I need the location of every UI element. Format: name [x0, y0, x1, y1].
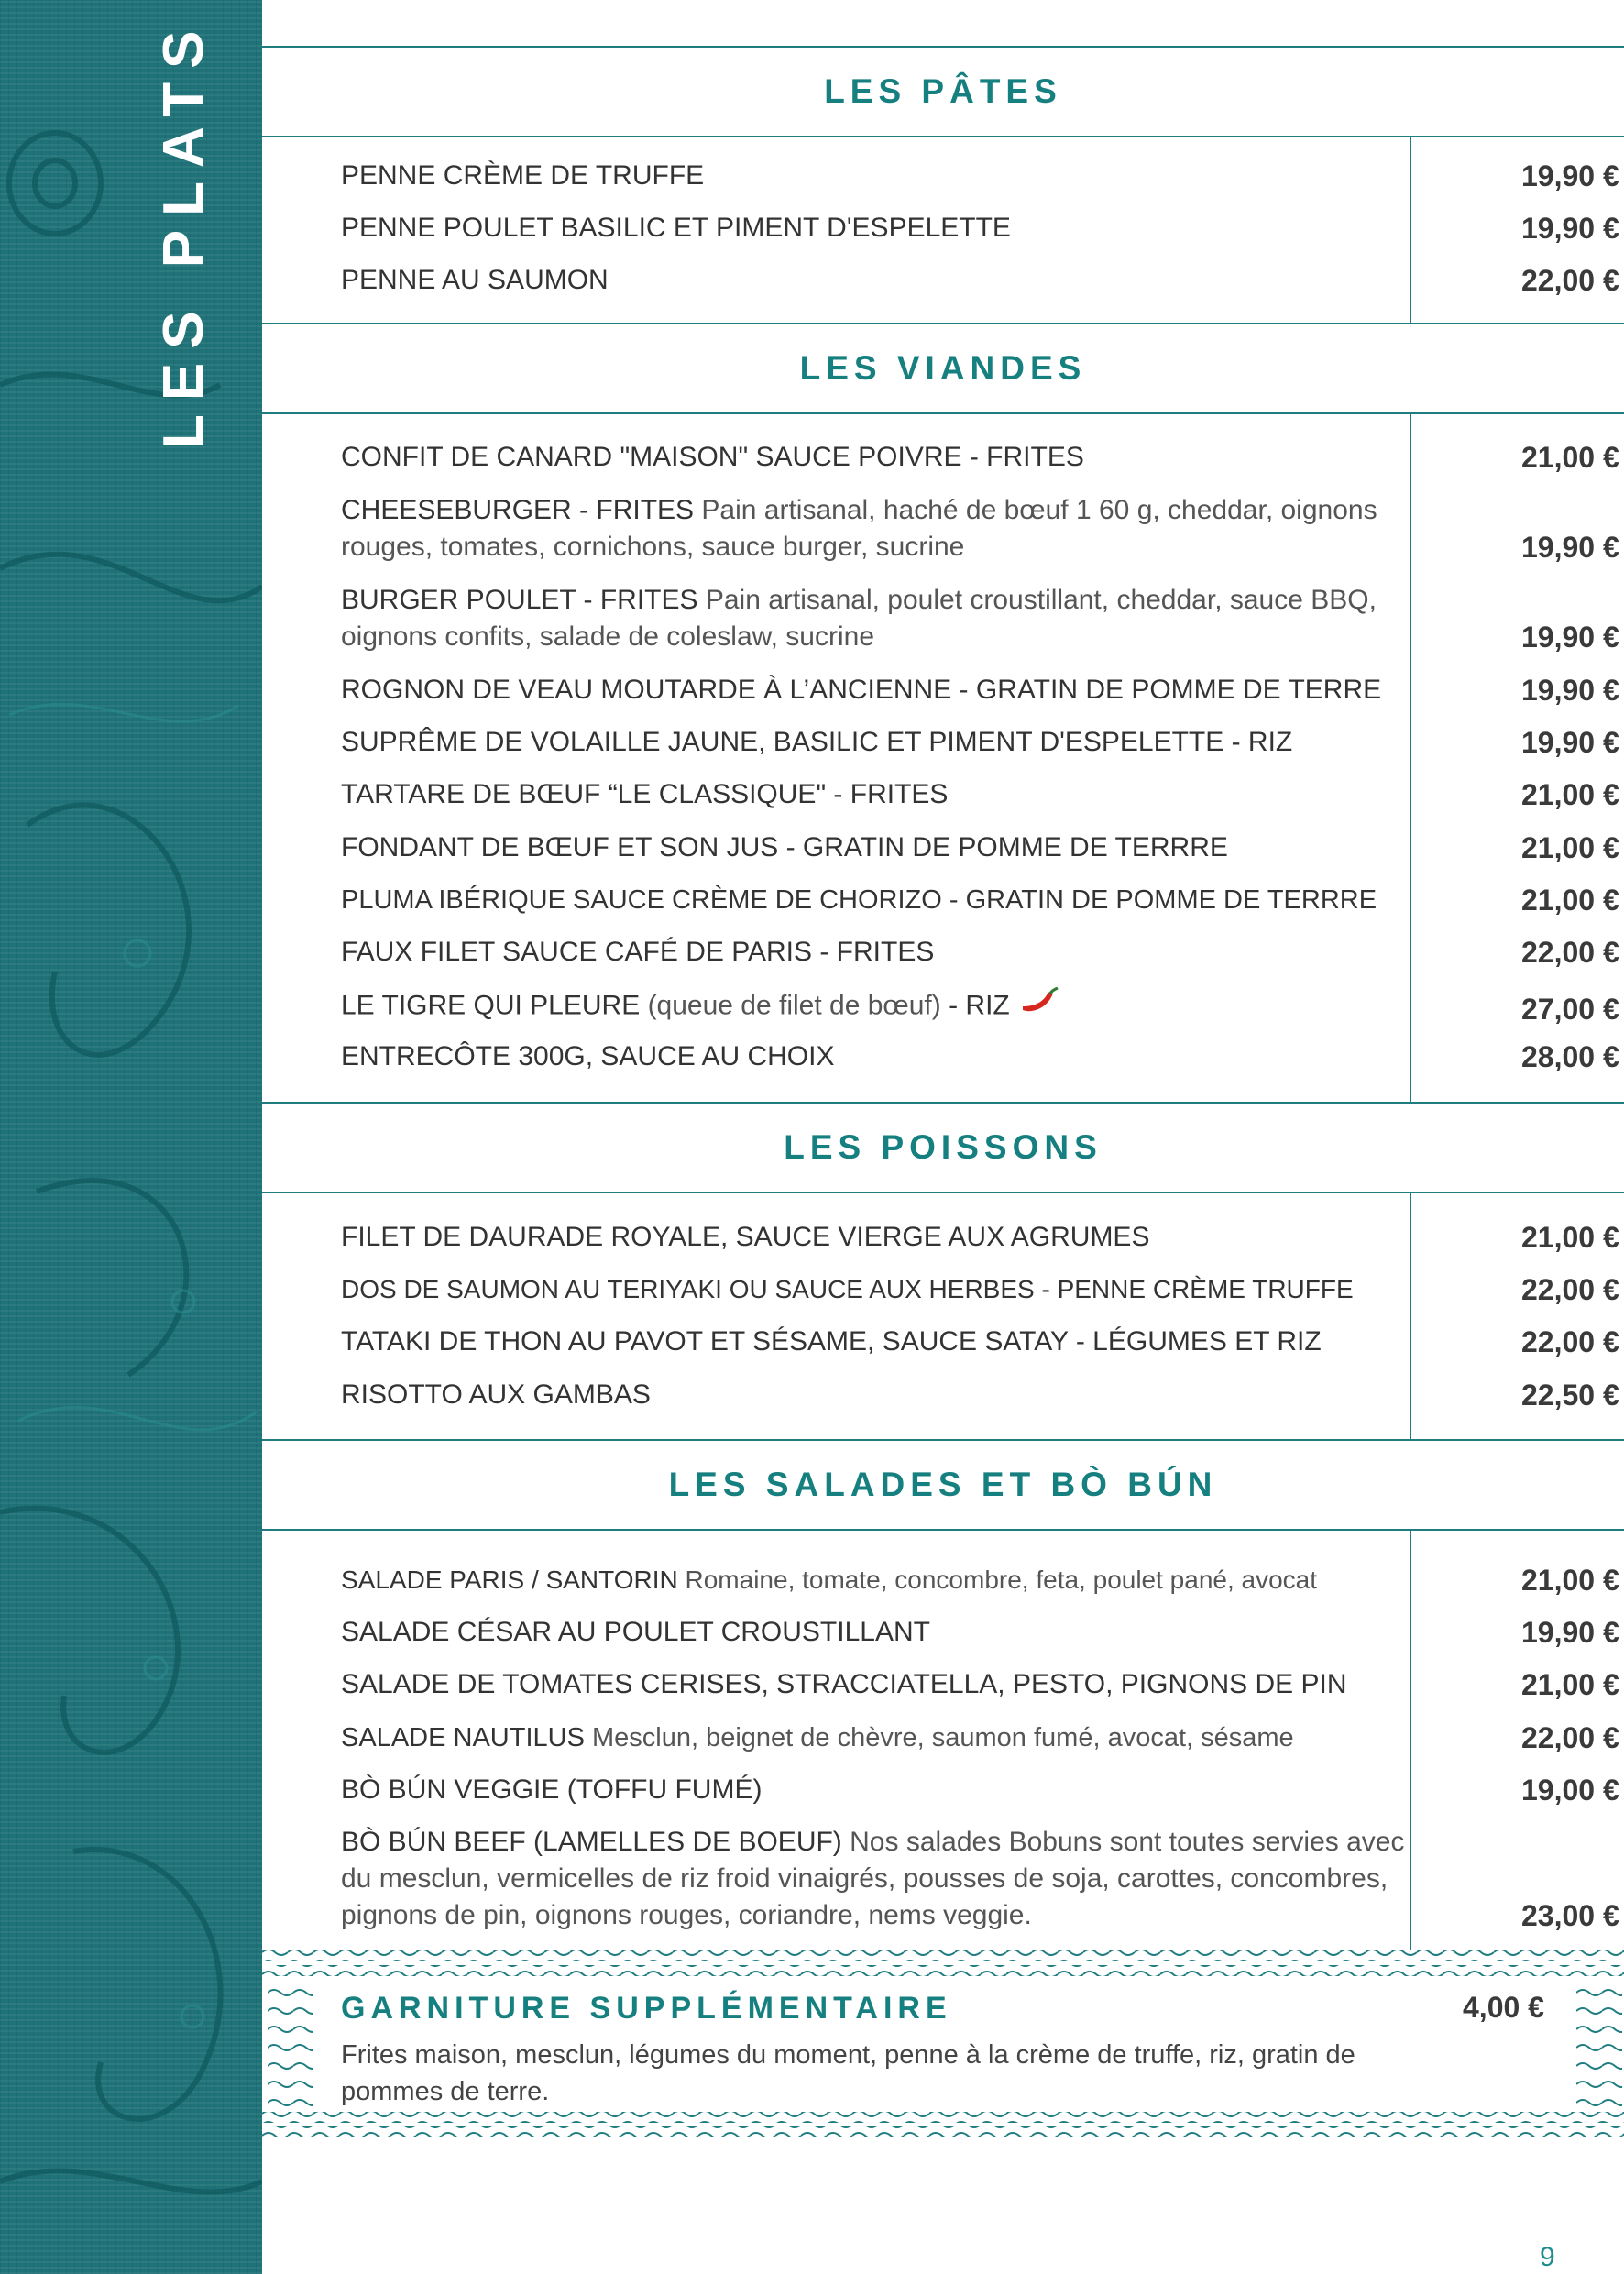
- section-poissons: [262, 1192, 1624, 1439]
- item-description: (queue de filet de bœuf): [647, 990, 941, 1021]
- menu-item: FONDANT DE BŒUF ET SON JUS - GRATIN DE POMME DE TERRRE 21,00 €: [341, 829, 1593, 866]
- garniture-description: Frites maison, mesclun, légumes du moment, penne à la crème de truffe, riz, gratin de pommes de terre.: [341, 2040, 1355, 2106]
- item-price: 22,00 €: [1521, 1325, 1619, 1358]
- section-title-viandes: LES VIANDES: [262, 323, 1624, 414]
- sidebar-title: LES PLATS: [152, 16, 215, 449]
- item-description: Pain artisanal, poulet croustillant, cheddar, sauce BBQ, oignons confits, salade de coleslaw, sucrine: [341, 585, 1377, 652]
- menu-item: CONFIT DE CANARD "MAISON" SAUCE POIVRE - FRITES 21,00 €: [341, 439, 1593, 476]
- wave-border-bottom: [262, 2108, 1624, 2145]
- menu-item: BURGER POULET - FRITES Pain artisanal, poulet croustillant, cheddar, sauce BBQ, oignons confits, salade de coleslaw, sucrine 19,90 €: [341, 582, 1593, 655]
- menu-item: CHEESEBURGER - FRITES Pain artisanal, haché de bœuf 1 60 g, cheddar, oignons rouges, tomates, cornichons, sauce burger, sucrine 19,90 €: [341, 492, 1593, 566]
- wave-border-left: [268, 1983, 313, 2108]
- garniture-price: 4,00 €: [1463, 1991, 1544, 2024]
- item-price: 19,90 €: [1521, 621, 1619, 654]
- item-price: 28,00 €: [1521, 1040, 1619, 1073]
- menu-item: BÒ BÚN VEGGIE (TOFFU FUMÉ) 19,00 €: [341, 1772, 1593, 1808]
- menu-item: DOS DE SAUMON AU TERIYAKI OU SAUCE AUX HERBES - PENNE CRÈME TRUFFE 22,00 €: [341, 1271, 1593, 1308]
- item-price: 22,00 €: [1521, 264, 1619, 297]
- item-price: 21,00 €: [1521, 1564, 1619, 1597]
- item-price: 23,00 €: [1521, 1899, 1619, 1932]
- item-price: 27,00 €: [1521, 993, 1619, 1026]
- section-title-pates: LES PÂTES: [262, 46, 1624, 137]
- menu-item: SUPRÊME DE VOLAILLE JAUNE, BASILIC ET PIMENT D'ESPELETTE - RIZ 19,90 €: [341, 724, 1593, 761]
- menu-item: ENTRECÔTE 300G, SAUCE AU CHOIX 28,00 €: [341, 1038, 1593, 1075]
- item-description: Nos salades Bobuns sont toutes servies avec du mesclun, vermicelles de riz froid vinaigrés, pousses de soja, carottes, concombres, pignons de pin, oignons rouges, coriandre, nems veggie.: [341, 1827, 1405, 1930]
- menu-item: BÒ BÚN BEEF (LAMELLES DE BOEUF) Nos salades Bobuns sont toutes servies avec du mesclun, vermicelles de riz froid vinaigrés, pousses de soja, carottes, concombres, pignons de pin, oignons rouges, coriandre, nems veggie. 23,00 €: [341, 1824, 1593, 1934]
- menu-item: SALADE CÉSAR AU POULET CROUSTILLANT 19,90 €: [341, 1614, 1593, 1651]
- item-description: Mesclun, beignet de chèvre, saumon fumé, avocat, sésame: [591, 1723, 1294, 1752]
- item-price: 21,00 €: [1521, 884, 1619, 917]
- section-viandes: [262, 412, 1624, 1102]
- octopus-engraving-art: [0, 0, 262, 2274]
- item-price: 19,90 €: [1521, 159, 1619, 192]
- wave-border-right: [1576, 1983, 1622, 2108]
- menu-item: LE TIGRE QUI PLEURE (queue de filet de bœuf) - RIZ 27,00 €: [341, 986, 1593, 1027]
- menu-item: SALADE NAUTILUS Mesclun, beignet de chèvre, saumon fumé, avocat, sésame 22,00 €: [341, 1719, 1593, 1756]
- item-price: 22,00 €: [1521, 1721, 1619, 1754]
- item-price: 21,00 €: [1521, 1668, 1619, 1701]
- chili-pepper-icon: [1017, 986, 1059, 1027]
- menu-item: FILET DE DAURADE ROYALE, SAUCE VIERGE AUX AGRUMES 21,00 €: [341, 1219, 1593, 1256]
- menu-item: PLUMA IBÉRIQUE SAUCE CRÈME DE CHORIZO - GRATIN DE POMME DE TERRRE 21,00 €: [341, 882, 1593, 918]
- section-title-salades: LES SALADES ET BÒ BÚN: [262, 1439, 1624, 1531]
- item-price: 21,00 €: [1521, 1221, 1619, 1254]
- menu-item: PENNE POULET BASILIC ET PIMENT D'ESPELETTE 19,90 €: [341, 210, 1593, 247]
- item-description: Pain artisanal, haché de bœuf 1 60 g, cheddar, oignons rouges, tomates, cornichons, sauce burger, sucrine: [341, 495, 1377, 562]
- item-price: 19,90 €: [1521, 531, 1619, 564]
- item-price: 21,00 €: [1521, 831, 1619, 864]
- menu-item: TARTARE DE BŒUF “LE CLASSIQUE" - FRITES 21,00 €: [341, 776, 1593, 813]
- sidebar-panel: [0, 0, 262, 2274]
- item-price: 19,00 €: [1521, 1774, 1619, 1807]
- section-title-poissons: LES POISSONS: [262, 1102, 1624, 1193]
- item-price: 19,90 €: [1521, 726, 1619, 759]
- section-salades: [262, 1529, 1624, 1950]
- item-price: 21,00 €: [1521, 441, 1619, 474]
- menu-item: RISOTTO AUX GAMBAS 22,50 €: [341, 1377, 1593, 1413]
- menu-item: PENNE CRÈME DE TRUFFE 19,90 €: [341, 158, 1593, 194]
- item-price: 21,00 €: [1521, 778, 1619, 811]
- item-price: 19,90 €: [1521, 1616, 1619, 1649]
- wave-border-top: [262, 1947, 1624, 1983]
- item-price: 22,00 €: [1521, 936, 1619, 969]
- menu-item: ROGNON DE VEAU MOUTARDE À L’ANCIENNE - GRATIN DE POMME DE TERRE 19,90 €: [341, 672, 1593, 709]
- menu-item: TATAKI DE THON AU PAVOT ET SÉSAME, SAUCE SATAY - LÉGUMES ET RIZ 22,00 €: [341, 1324, 1593, 1360]
- page-number: 9: [1540, 2242, 1555, 2272]
- item-description: Romaine, tomate, concombre, feta, poulet pané, avocat: [685, 1565, 1318, 1594]
- item-price: 19,90 €: [1521, 212, 1619, 245]
- menu-item: SALADE DE TOMATES CERISES, STRACCIATELLA, PESTO, PIGNONS DE PIN 21,00 €: [341, 1666, 1593, 1703]
- item-price: 22,50 €: [1521, 1379, 1619, 1412]
- menu-item: PENNE AU SAUMON 22,00 €: [341, 262, 1593, 299]
- item-price: 19,90 €: [1521, 674, 1619, 707]
- item-price: 22,00 €: [1521, 1273, 1619, 1306]
- menu-item: FAUX FILET SAUCE CAFÉ DE PARIS - FRITES 22,00 €: [341, 934, 1593, 971]
- section-pates: [262, 136, 1624, 323]
- menu-item: SALADE PARIS / SANTORIN Romaine, tomate, concombre, feta, poulet pané, avocat 21,00 €: [341, 1562, 1593, 1598]
- garniture-title: GARNITURE SUPPLÉMENTAIRE: [341, 1991, 952, 2026]
